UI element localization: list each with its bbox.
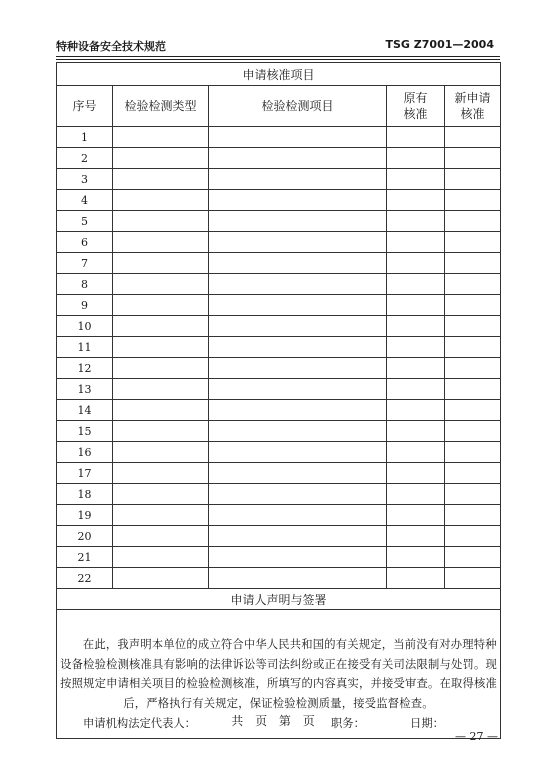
table-row bbox=[57, 463, 501, 484]
inspection-type-cell[interactable] bbox=[113, 463, 209, 484]
page-header bbox=[56, 38, 494, 56]
standard-code: TSG Z7001—2004 bbox=[385, 38, 494, 51]
inspection-item-cell[interactable] bbox=[209, 379, 387, 400]
original-approval-cell[interactable] bbox=[387, 400, 445, 421]
row-number: 7 bbox=[57, 253, 113, 274]
inspection-type-cell[interactable] bbox=[113, 379, 209, 400]
original-approval-cell[interactable] bbox=[387, 190, 445, 211]
row-number: 17 bbox=[57, 463, 113, 484]
new-approval-cell[interactable] bbox=[445, 316, 501, 337]
original-approval-cell[interactable] bbox=[387, 211, 445, 232]
inspection-item-cell[interactable] bbox=[209, 526, 387, 547]
inspection-item-cell[interactable] bbox=[209, 169, 387, 190]
table-row bbox=[57, 358, 501, 379]
row-number: 18 bbox=[57, 484, 113, 505]
table-row bbox=[57, 379, 501, 400]
table-row bbox=[57, 547, 501, 568]
table-row bbox=[57, 169, 501, 190]
column-header-new: 新申请 核准 bbox=[445, 86, 501, 127]
inspection-type-cell[interactable] bbox=[113, 568, 209, 589]
inspection-item-cell[interactable] bbox=[209, 211, 387, 232]
table-row bbox=[57, 421, 501, 442]
original-approval-cell[interactable] bbox=[387, 337, 445, 358]
inspection-type-cell[interactable] bbox=[113, 547, 209, 568]
original-approval-cell[interactable] bbox=[387, 568, 445, 589]
original-approval-cell[interactable] bbox=[387, 274, 445, 295]
new-approval-cell[interactable] bbox=[445, 421, 501, 442]
inspection-type-cell[interactable] bbox=[113, 295, 209, 316]
document-series-title: 特种设备安全技术规范 bbox=[56, 40, 166, 53]
table-row bbox=[57, 442, 501, 463]
row-number: 20 bbox=[57, 526, 113, 547]
inspection-item-cell[interactable] bbox=[209, 274, 387, 295]
original-approval-cell[interactable] bbox=[387, 127, 445, 148]
inspection-type-cell[interactable] bbox=[113, 316, 209, 337]
table-row bbox=[57, 568, 501, 589]
inspection-type-cell[interactable] bbox=[113, 211, 209, 232]
inspection-type-cell[interactable] bbox=[113, 484, 209, 505]
column-header-original: 原有 核准 bbox=[387, 86, 445, 127]
row-number: 13 bbox=[57, 379, 113, 400]
inspection-item-cell[interactable] bbox=[209, 316, 387, 337]
original-approval-cell[interactable] bbox=[387, 547, 445, 568]
new-approval-cell[interactable] bbox=[445, 232, 501, 253]
inspection-type-cell[interactable] bbox=[113, 274, 209, 295]
original-approval-cell[interactable] bbox=[387, 379, 445, 400]
inspection-item-cell[interactable] bbox=[209, 127, 387, 148]
new-approval-cell[interactable] bbox=[445, 505, 501, 526]
inspection-item-cell[interactable] bbox=[209, 547, 387, 568]
row-number: 10 bbox=[57, 316, 113, 337]
table-row bbox=[57, 526, 501, 547]
inspection-type-cell[interactable] bbox=[113, 526, 209, 547]
table-row bbox=[57, 148, 501, 169]
table-row bbox=[57, 211, 501, 232]
row-number: 21 bbox=[57, 547, 113, 568]
row-number: 2 bbox=[57, 148, 113, 169]
original-approval-cell[interactable] bbox=[387, 421, 445, 442]
inspection-item-cell[interactable] bbox=[209, 295, 387, 316]
new-approval-cell[interactable] bbox=[445, 400, 501, 421]
date-label: 日期： bbox=[410, 717, 444, 730]
table-row bbox=[57, 274, 501, 295]
inspection-type-cell[interactable] bbox=[113, 400, 209, 421]
original-approval-cell[interactable] bbox=[387, 148, 445, 169]
table-row bbox=[57, 316, 501, 337]
row-number: 9 bbox=[57, 295, 113, 316]
inspection-type-cell[interactable] bbox=[113, 148, 209, 169]
header-rule-thin bbox=[56, 59, 500, 60]
original-approval-cell[interactable] bbox=[387, 169, 445, 190]
inspection-item-cell[interactable] bbox=[209, 190, 387, 211]
original-approval-cell[interactable] bbox=[387, 295, 445, 316]
table-row bbox=[57, 337, 501, 358]
new-approval-cell[interactable] bbox=[445, 127, 501, 148]
column-header-item: 检验检测项目 bbox=[209, 86, 387, 127]
new-approval-cell[interactable] bbox=[445, 484, 501, 505]
table-row bbox=[57, 232, 501, 253]
row-number: 22 bbox=[57, 568, 113, 589]
position-label: 职务： bbox=[331, 717, 365, 730]
original-approval-cell[interactable] bbox=[387, 316, 445, 337]
original-approval-cell[interactable] bbox=[387, 463, 445, 484]
original-approval-cell[interactable] bbox=[387, 253, 445, 274]
section-title: 申请核准项目 bbox=[57, 63, 501, 86]
column-header-type: 检验检测类型 bbox=[113, 86, 209, 127]
row-number: 14 bbox=[57, 400, 113, 421]
new-approval-cell[interactable] bbox=[445, 148, 501, 169]
row-number: 5 bbox=[57, 211, 113, 232]
new-approval-cell[interactable] bbox=[445, 190, 501, 211]
row-number: 11 bbox=[57, 337, 113, 358]
inspection-item-cell[interactable] bbox=[209, 421, 387, 442]
inspection-item-cell[interactable] bbox=[209, 505, 387, 526]
new-approval-cell[interactable] bbox=[445, 547, 501, 568]
table-row bbox=[57, 127, 501, 148]
new-approval-cell[interactable] bbox=[445, 442, 501, 463]
inspection-item-cell[interactable] bbox=[209, 442, 387, 463]
inspection-type-cell[interactable] bbox=[113, 169, 209, 190]
row-number: 15 bbox=[57, 421, 113, 442]
inspection-item-cell[interactable] bbox=[209, 463, 387, 484]
inspection-type-cell[interactable] bbox=[113, 127, 209, 148]
table-row bbox=[57, 295, 501, 316]
inspection-item-cell[interactable] bbox=[209, 253, 387, 274]
new-approval-cell[interactable] bbox=[445, 568, 501, 589]
new-approval-cell[interactable] bbox=[445, 211, 501, 232]
new-approval-cell[interactable] bbox=[445, 169, 501, 190]
inspection-item-cell[interactable] bbox=[209, 337, 387, 358]
inspection-item-cell[interactable] bbox=[209, 358, 387, 379]
original-approval-cell[interactable] bbox=[387, 505, 445, 526]
inspection-item-cell[interactable] bbox=[209, 232, 387, 253]
header-rule bbox=[56, 56, 500, 57]
original-approval-cell[interactable] bbox=[387, 526, 445, 547]
new-approval-cell[interactable] bbox=[445, 358, 501, 379]
page-number: — 27 — bbox=[455, 730, 498, 743]
inspection-item-cell[interactable] bbox=[209, 484, 387, 505]
page-count-line: 共 页 第 页 bbox=[231, 714, 319, 728]
new-approval-cell[interactable] bbox=[445, 295, 501, 316]
legal-representative-label: 申请机构法定代表人： bbox=[83, 717, 196, 730]
row-number: 3 bbox=[57, 169, 113, 190]
row-number: 12 bbox=[57, 358, 113, 379]
inspection-item-cell[interactable] bbox=[209, 568, 387, 589]
original-approval-cell[interactable] bbox=[387, 484, 445, 505]
new-approval-cell[interactable] bbox=[445, 379, 501, 400]
new-approval-cell[interactable] bbox=[445, 337, 501, 358]
original-approval-cell[interactable] bbox=[387, 232, 445, 253]
inspection-type-cell[interactable] bbox=[113, 505, 209, 526]
declaration-title: 申请人声明与签署 bbox=[57, 589, 501, 610]
inspection-type-cell[interactable] bbox=[113, 190, 209, 211]
inspection-item-cell[interactable] bbox=[209, 400, 387, 421]
inspection-type-cell[interactable] bbox=[113, 253, 209, 274]
new-approval-cell[interactable] bbox=[445, 253, 501, 274]
table-row bbox=[57, 190, 501, 211]
new-approval-cell[interactable] bbox=[445, 526, 501, 547]
inspection-type-cell[interactable] bbox=[113, 358, 209, 379]
inspection-type-cell[interactable] bbox=[113, 337, 209, 358]
original-approval-cell[interactable] bbox=[387, 358, 445, 379]
inspection-type-cell[interactable] bbox=[113, 232, 209, 253]
row-number: 19 bbox=[57, 505, 113, 526]
row-number: 6 bbox=[57, 232, 113, 253]
row-number: 4 bbox=[57, 190, 113, 211]
table-row bbox=[57, 484, 501, 505]
declaration-text: 在此，我声明本单位的成立符合中华人民共和国的有关规定，当前没有对办理特种设备检验检测核准具有影响的法律诉讼等司法纠纷或正在接受有关司法限制与处罚。现按照规定申请相关项目的检验检测核准，所填写的内容真实，并接受审查。在取得核准后，严格执行有关规定，保证检验检测质量，接受监督检查。 bbox=[60, 638, 497, 710]
new-approval-cell[interactable] bbox=[445, 463, 501, 484]
table-row bbox=[57, 400, 501, 421]
inspection-type-cell[interactable] bbox=[113, 442, 209, 463]
application-form-table bbox=[56, 62, 501, 739]
row-number: 16 bbox=[57, 442, 113, 463]
column-header-no: 序号 bbox=[57, 86, 113, 127]
table-row bbox=[57, 505, 501, 526]
new-approval-cell[interactable] bbox=[445, 274, 501, 295]
inspection-type-cell[interactable] bbox=[113, 421, 209, 442]
original-approval-cell[interactable] bbox=[387, 442, 445, 463]
table-row bbox=[57, 253, 501, 274]
inspection-item-cell[interactable] bbox=[209, 148, 387, 169]
row-number: 8 bbox=[57, 274, 113, 295]
row-number: 1 bbox=[57, 127, 113, 148]
